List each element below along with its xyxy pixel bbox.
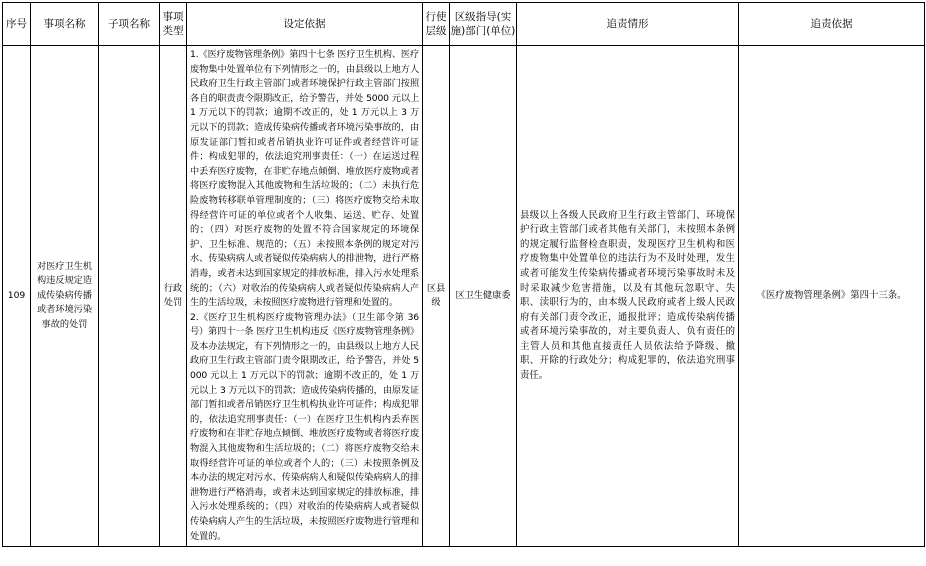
table-row [3, 46, 925, 547]
header-pursuit-basis: 追责依据 [739, 3, 925, 46]
cell-seq: 109 [3, 46, 31, 547]
header-seq: 序号 [3, 3, 31, 46]
header-basis: 设定依据 [187, 3, 423, 46]
basis-paragraph: 1.《医疗废物管理条例》第四十七条 医疗卫生机构、医疗废物集中处置单位有下列情形之一的，由县级以上地方人民政府卫生行政主管部门或者环境保护行政主管部门按照各自的职责责令限期改正，给予警告，并处 5000 元以上 1 万元以下的罚款；逾期不改正的，处 1 万元以上 3 万元以下的罚款；造成传染病传播或者环境污染事故的，由原发证部门暂扣或者吊销执业许可证件或者经营许可证件；构成犯罪的，依法追究刑事责任：（一）在运送过程中丢弃医疗废物，在非贮存地点倾倒、堆放医疗废物或者将医疗废物混入其他废物和生活垃圾的；（二）未执行危险废物转移联单管理制度的；（三）将医疗废物交给未取得经营许可证的单位或者个人收集、运送、贮存、处置的；（四）对医疗废物的处置不符合国家规定的环境保护、卫生标准、规范的；（五）未按照本条例的规定对污水、传染病病人或者疑似传染病病人的排泄物，进行严格消毒，或者未达到国家规定的排放标准，排入污水处理系统的；（六）对收治的传染病病人或者疑似传染病病人产生的生活垃圾，未按照医疗废物进行管理和处置的。 [190, 49, 419, 309]
basis-paragraph: 2.《医疗卫生机构医疗废物管理办法》（卫生部令第 36 号）第四十一条 医疗卫生机构违反《医疗废物管理条例》及本办法规定，有下列情形之一的，由县级以上地方人民政府卫生行政主管部门责令限期改正，给予警告，并处 5000 元以上 1 万元以下的罚款；逾期不改正的，处 1 万元以上 3 万元以下的罚款；造成传染病传播的，由原发证部门暂扣或者吊销医疗卫生机构执业许可证件；构成犯罪的，依法追究刑事责任：（一）在医疗卫生机构内丢弃医疗废物和在非贮存地点倾倒、堆放医疗废物或者将医疗废物混入其他废物和生活垃圾的；（二）将医疗废物交给未取得经营许可证的单位或者个人的；（三）未按照条例及本办法的规定对污水、传染病病人和疑似传染病病人的排泄物进行严格消毒，或者未达到国家规定的排放标准，排入污水处理系统的；（四）对收治的传染病病人或者疑似传染病病人产生的生活垃圾，未按照医疗废物进行管理和处置的。 [190, 311, 419, 542]
header-row [3, 3, 925, 46]
cell-basis [187, 46, 423, 547]
header-item-type: 事项类型 [160, 3, 187, 46]
cell-sub-item-name [99, 46, 160, 547]
header-dept: 区级指导(实施)部门(单位) [450, 3, 517, 46]
cell-item-type: 行政处罚 [160, 46, 187, 547]
header-item-name: 事项名称 [31, 3, 99, 46]
header-sub-item-name: 子项名称 [99, 3, 160, 46]
cell-level: 区县级 [423, 46, 450, 547]
cell-item-name: 对医疗卫生机构违反规定造成传染病传播或者环境污染事故的处罚 [31, 46, 99, 547]
responsibility-table [2, 2, 925, 547]
header-level: 行使层级 [423, 3, 450, 46]
header-pursuit-situation: 追责情形 [517, 3, 739, 46]
cell-pursuit-situation: 县级以上各级人民政府卫生行政主管部门、环境保护行政主管部门或者其他有关部门，未按照本条例的规定履行监督检查职责，发现医疗卫生机构和医疗废物集中处置单位的违法行为不及时处理，发生或者可能发生传染病传播或者环境污染事故时未及时采取减少危害措施，以及有其他玩忽职守、失职、渎职行为的，由本级人民政府或者上级人民政府有关部门责令改正，通报批评；造成传染病传播或者环境污染事故的，对主要负责人、负有责任的主管人员和其他直接责任人员依法给予降级、撤职、开除的行政处分；构成犯罪的，依法追究刑事责任。 [517, 46, 739, 547]
cell-pursuit-basis: 《医疗废物管理条例》第四十三条。 [739, 46, 925, 547]
cell-dept: 区卫生健康委 [450, 46, 517, 547]
